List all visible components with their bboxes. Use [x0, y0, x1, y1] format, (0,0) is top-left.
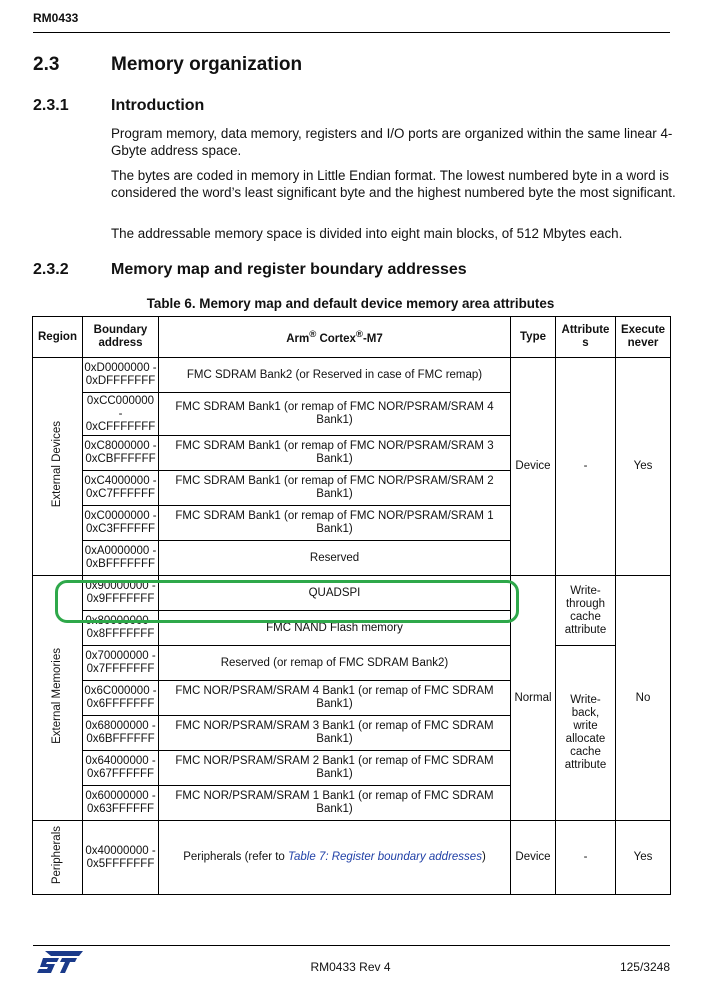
register-table-link[interactable]: Table 7: Register boundary addresses [288, 851, 482, 863]
region-external-devices: External Devices [33, 358, 83, 576]
attributes-cell: Write- back, write allocate cache attribute [556, 646, 616, 821]
area-description: FMC SDRAM Bank1 (or remap of FMC NOR/PSRAM/SRAM 4 Bank1) [159, 393, 511, 436]
area-description: FMC NOR/PSRAM/SRAM 4 Bank1 (or remap of FMC SDRAM Bank1) [159, 681, 511, 716]
region-external-memories: External Memories [33, 576, 83, 821]
area-description: FMC NOR/PSRAM/SRAM 1 Bank1 (or remap of FMC SDRAM Bank1) [159, 786, 511, 821]
subsection-title: Introduction [111, 97, 205, 114]
footer-rule [33, 945, 670, 946]
header-region: Region [33, 317, 83, 358]
execute-never-cell: No [616, 576, 671, 821]
boundary-address: 0x40000000 - 0x5FFFFFFF [83, 821, 159, 895]
area-description: FMC SDRAM Bank1 (or remap of FMC NOR/PSRAM/SRAM 2 Bank1) [159, 471, 511, 506]
footer-page-number: 125/3248 [619, 960, 670, 974]
subsection-number: 2.3.2 [33, 261, 69, 278]
type-cell: Device [511, 821, 556, 895]
type-cell: Normal [511, 576, 556, 821]
boundary-address: 0xD0000000 - 0xDFFFFFFF [83, 358, 159, 393]
table-row [33, 821, 671, 895]
boundary-address: 0xC0000000 - 0xC3FFFFFF [83, 506, 159, 541]
area-description: Reserved [159, 541, 511, 576]
boundary-address: 0xCC000000 - 0xCFFFFFFF [83, 393, 159, 436]
area-description: FMC SDRAM Bank1 (or remap of FMC NOR/PSRAM/SRAM 1 Bank1) [159, 506, 511, 541]
area-description: Reserved (or remap of FMC SDRAM Bank2) [159, 646, 511, 681]
section-heading [33, 54, 302, 76]
paragraph-1: Program memory, data memory, registers and I/O ports are organized within the same linear 4-Gbyte address space. [111, 126, 673, 158]
boundary-address: 0x6C000000 - 0x6FFFFFFF [83, 681, 159, 716]
subsection-heading-memmap [33, 261, 467, 279]
paragraph-2: The bytes are coded in memory in Little Endian format. The lowest numbered byte in a word is considered the word’s least significant byte and the highest numbered byte the most significant. [111, 168, 676, 200]
document-id: RM0433 [33, 11, 79, 25]
region-peripherals: Peripherals [33, 821, 83, 895]
table-row [33, 646, 671, 681]
boundary-address: 0xC8000000 - 0xCBFFFFFF [83, 436, 159, 471]
boundary-address: 0x70000000 - 0x7FFFFFFF [83, 646, 159, 681]
attributes-cell: Write- through cache attribute [556, 576, 616, 646]
area-description: FMC SDRAM Bank1 (or remap of FMC NOR/PSRAM/SRAM 3 Bank1) [159, 436, 511, 471]
area-description: FMC SDRAM Bank2 (or Reserved in case of FMC remap) [159, 358, 511, 393]
section-title: Memory organization [111, 54, 303, 75]
header-core: Arm® Cortex®-M7 [159, 317, 511, 358]
boundary-address: 0x68000000 - 0x6BFFFFFF [83, 716, 159, 751]
boundary-address: 0x80000000 - 0x8FFFFFFF [83, 611, 159, 646]
subsection-number: 2.3.1 [33, 97, 69, 114]
type-cell: Device [511, 358, 556, 576]
header-attributes: Attribute s [556, 317, 616, 358]
boundary-address: 0x60000000 - 0x63FFFFFF [83, 786, 159, 821]
subsection-title: Memory map and register boundary addresses [111, 261, 467, 278]
paragraph-3: The addressable memory space is divided into eight main blocks, of 512 Mbytes each. [111, 226, 623, 241]
header-rule [33, 32, 670, 33]
boundary-address: 0xC4000000 - 0xC7FFFFFF [83, 471, 159, 506]
table-header-row [33, 317, 671, 358]
header-execute-never: Execute never [616, 317, 671, 358]
execute-never-cell: Yes [616, 358, 671, 576]
boundary-address: 0x90000000 - 0x9FFFFFFF [83, 576, 159, 611]
attributes-cell: - [556, 358, 616, 576]
table-caption: Table 6. Memory map and default device memory area attributes [146, 296, 555, 311]
footer-revision: RM0433 Rev 4 [310, 960, 391, 974]
area-description: FMC NOR/PSRAM/SRAM 2 Bank1 (or remap of FMC SDRAM Bank1) [159, 751, 511, 786]
quadspi-highlight-outline [55, 580, 519, 623]
execute-never-cell: Yes [616, 821, 671, 895]
subsection-heading-intro [33, 97, 204, 115]
boundary-address: 0x64000000 - 0x67FFFFFF [83, 751, 159, 786]
table-row [33, 358, 671, 393]
area-description: QUADSPI [159, 576, 511, 611]
area-description: FMC NAND Flash memory [159, 611, 511, 646]
boundary-address: 0xA0000000 - 0xBFFFFFFF [83, 541, 159, 576]
header-type: Type [511, 317, 556, 358]
header-boundary-address: Boundary address [83, 317, 159, 358]
attributes-cell: - [556, 821, 616, 895]
area-description: Peripherals (refer to Table 7: Register boundary addresses) [159, 821, 511, 895]
area-description: FMC NOR/PSRAM/SRAM 3 Bank1 (or remap of FMC SDRAM Bank1) [159, 716, 511, 751]
section-number: 2.3 [33, 54, 60, 75]
